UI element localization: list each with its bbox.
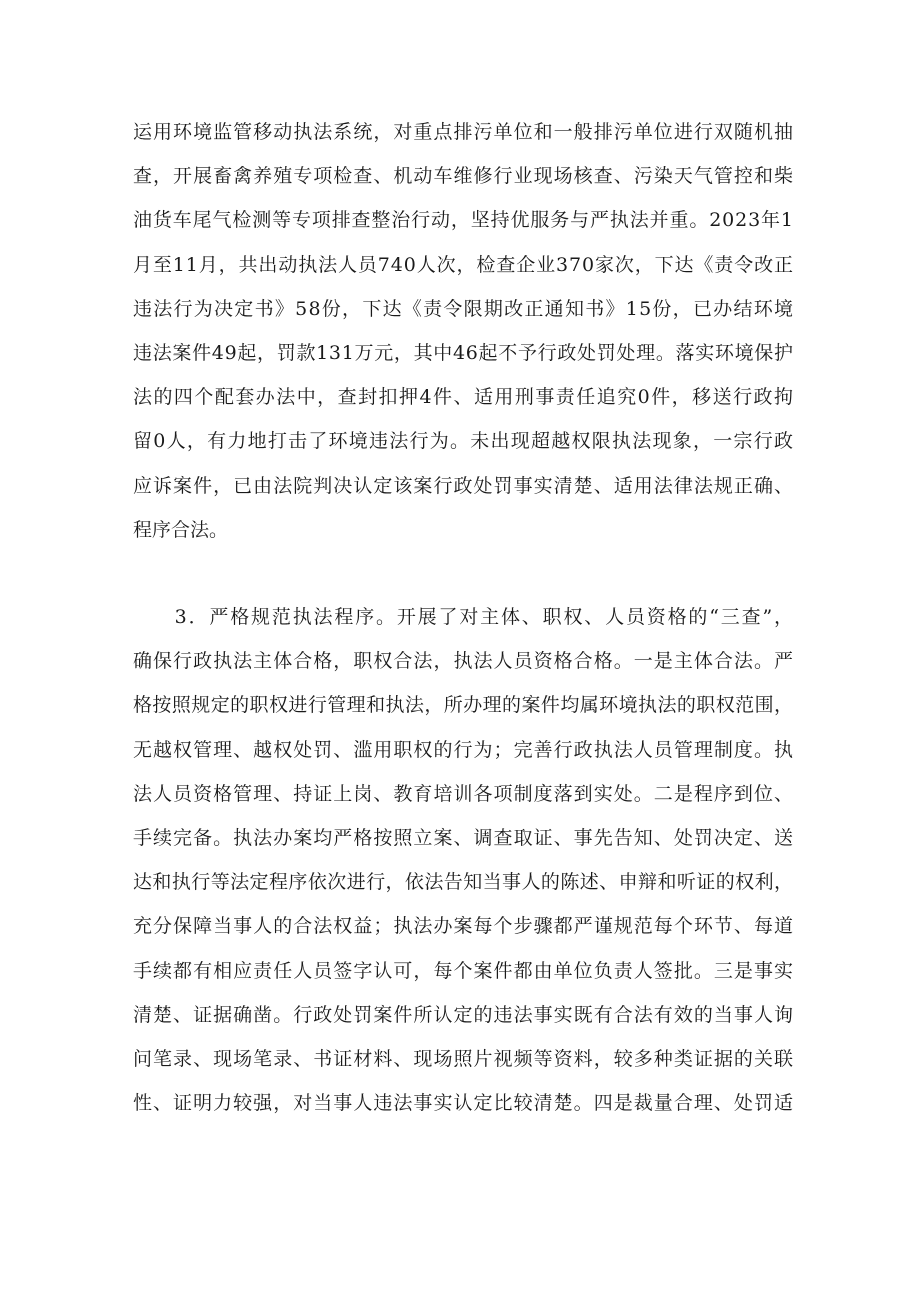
text-line: 油货车尾气检测等专项排查整治行动，坚持优服务与严执法并重。2023年1 [133,209,794,232]
text-line: 查，开展畜禽养殖专项检查、机动车维修行业现场核查、污染天气管控和柴 [133,165,795,188]
text-line: 运用环境监管移动执法系统，对重点排污单位和一般排污单位进行双随机抽 [133,121,795,143]
text-line: 无越权管理、越权处罚、滥用职权的行为；完善行政执法人员管理制度。执 [133,738,795,761]
text-line: 法人员资格管理、持证上岗、教育培训各项制度落到实处。二是程序到位、 [133,782,795,805]
text-line: 法的四个配套办法中，查封扣押4件、适用刑事责任追究0件，移送行政拘 [133,386,795,409]
text-line: 月至11月，共出动执法人员740人次，检查企业370家次，下达《责令改正 [133,253,794,276]
text-line: 违法行为决定书》58份，下达《责令限期改正通知书》15份，已办结环境 [133,297,795,320]
paragraph-enforcement-statistics [133,110,793,552]
text-line: 格按照规定的职权进行管理和执法，所办理的案件均属环境执法的职权范围， [133,694,794,717]
text-line: 性、证明力较强，对当事人违法事实认定比较清楚。四是裁量合理、处罚适 [133,1092,795,1115]
text-line: 应诉案件，已由法院判决认定该案行政处罚事实清楚、适用法律法规正确、 [133,474,795,497]
text-line: 充分保障当事人的合法权益；执法办案每个步骤都严谨规范每个环节、每道 [133,915,795,938]
text-line: 程序合法。 [133,518,229,541]
text-line: 问笔录、现场笔录、书证材料、现场照片视频等资料，较多种类证据的关联 [133,1047,795,1070]
text-line: 手续完备。执法办案均严格按照立案、调查取证、事先告知、处罚决定、送 [133,826,795,849]
paragraph-procedure-standards [133,595,793,1125]
text-line: 违法案件49起，罚款131万元，其中46起不予行政处罚处理。落实环境保护 [133,341,794,364]
text-line: 确保行政执法主体合格，职权合法，执法人员资格合格。一是主体合法。严 [133,650,795,673]
text-line: 3．严格规范执法程序。开展了对主体、职权、人员资格的“三查”， [133,606,795,628]
text-line: 清楚、证据确凿。行政处罚案件所认定的违法事实既有合法有效的当事人询 [133,1003,795,1026]
text-line: 手续都有相应责任人员签字认可，每个案件都由单位负责人签批。三是事实 [133,959,795,982]
text-line: 留0人，有力地打击了环境违法行为。未出现超越权限执法现象，一宗行政 [133,430,795,453]
text-line: 达和执行等法定程序依次进行，依法告知当事人的陈述、申辩和听证的权利， [133,871,794,894]
